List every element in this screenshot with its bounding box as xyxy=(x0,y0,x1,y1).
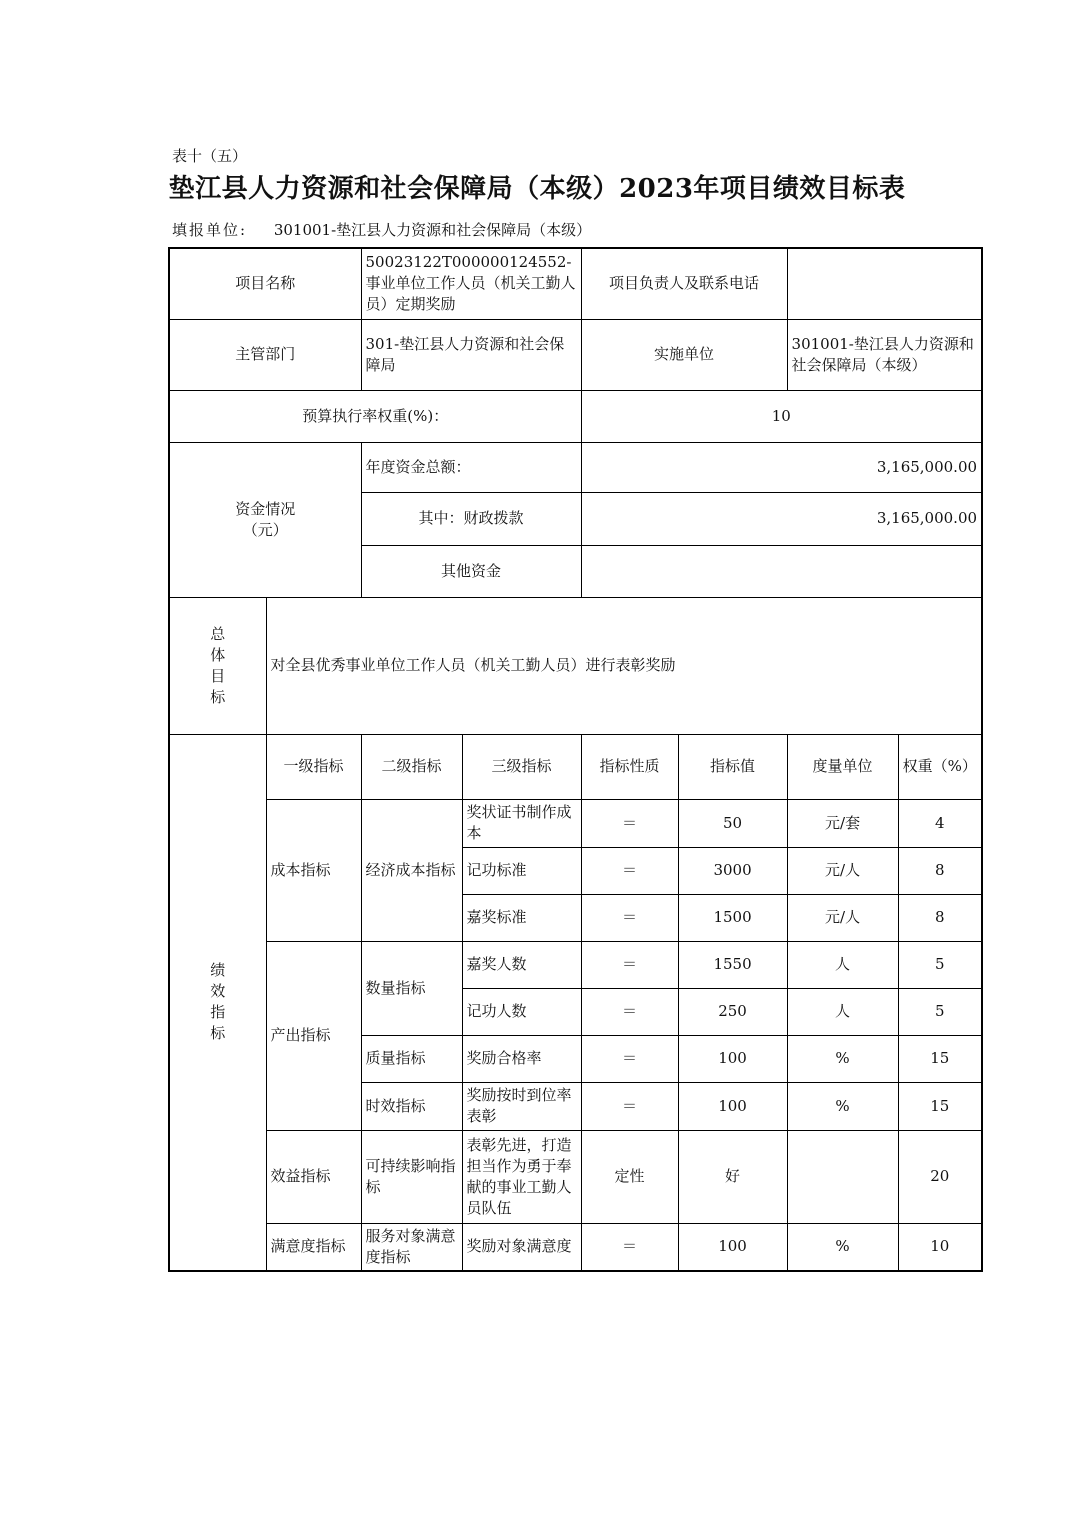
level1-satisfaction: 满意度指标 xyxy=(266,1223,361,1271)
unit-cell: % xyxy=(787,1082,898,1130)
level3-cell: 奖励合格率 xyxy=(462,1035,581,1082)
project-name-label: 项目名称 xyxy=(169,248,361,319)
goal-char: 体 xyxy=(210,645,226,664)
goal-char: 标 xyxy=(210,687,226,706)
overall-goal-label xyxy=(169,597,266,734)
value-cell: 250 xyxy=(678,988,787,1035)
project-contact-label: 项目负责人及联系电话 xyxy=(581,248,787,319)
header-nature: 指标性质 xyxy=(581,734,678,799)
nature-cell: ＝ xyxy=(581,1223,678,1271)
page-title: 垫江县人力资源和社会保障局（本级）2023年项目绩效目标表 xyxy=(168,174,906,204)
level3-cell: 嘉奖标准 xyxy=(462,894,581,941)
level2-quality: 质量指标 xyxy=(361,1035,462,1082)
header-level2: 二级指标 xyxy=(361,734,462,799)
table-number: 表十（五） xyxy=(172,147,248,165)
level3-cell: 表彰先进，打造担当作为勇于奉献的事业工勤人员队伍 xyxy=(462,1130,581,1223)
nature-cell: ＝ xyxy=(581,799,678,847)
indicator-char: 效 xyxy=(210,982,226,1000)
value-cell: 100 xyxy=(678,1035,787,1082)
nature-cell: ＝ xyxy=(581,988,678,1035)
nature-cell: ＝ xyxy=(581,941,678,988)
indicator-char: 标 xyxy=(210,1024,226,1042)
department-label: 主管部门 xyxy=(169,319,361,390)
filler-unit-label: 填报单位: xyxy=(172,221,248,239)
table-row xyxy=(169,1223,982,1271)
level2-quantity: 数量指标 xyxy=(361,941,462,1035)
weight-cell: 5 xyxy=(898,941,982,988)
header-unit: 度量单位 xyxy=(787,734,898,799)
filler-unit-value: 301001-垫江县人力资源和社会保障局（本级） xyxy=(273,221,592,239)
project-contact-value xyxy=(787,248,982,319)
level2-service-satisfaction: 服务对象满意度指标 xyxy=(361,1223,462,1271)
nature-cell: ＝ xyxy=(581,894,678,941)
value-cell: 100 xyxy=(678,1082,787,1130)
nature-cell: ＝ xyxy=(581,1035,678,1082)
header-level1: 一级指标 xyxy=(266,734,361,799)
annual-total-value: 3,165,000.00 xyxy=(581,442,982,492)
level3-cell: 嘉奖人数 xyxy=(462,941,581,988)
funds-label xyxy=(169,442,361,597)
fiscal-allocation-label: 其中：财政拨款 xyxy=(361,492,581,545)
performance-indicators-label xyxy=(169,734,266,1271)
level1-output: 产出指标 xyxy=(266,941,361,1130)
value-cell: 3000 xyxy=(678,847,787,894)
weight-cell: 4 xyxy=(898,799,982,847)
budget-rate-label: 预算执行率权重(%)： xyxy=(169,390,581,442)
weight-cell: 8 xyxy=(898,847,982,894)
indicator-char: 指 xyxy=(210,1003,226,1021)
value-cell: 1500 xyxy=(678,894,787,941)
funds-label-line1: 资金情况 xyxy=(235,499,296,518)
overall-goal-text: 对全县优秀事业单位工作人员（机关工勤人员）进行表彰奖励 xyxy=(266,597,982,734)
other-funds-value xyxy=(581,545,982,597)
performance-target-table xyxy=(168,247,983,1272)
annual-total-label: 年度资金总额： xyxy=(361,442,581,492)
level2-timeliness: 时效指标 xyxy=(361,1082,462,1130)
implementing-unit-label: 实施单位 xyxy=(581,319,787,390)
weight-cell: 8 xyxy=(898,894,982,941)
weight-cell: 15 xyxy=(898,1035,982,1082)
indicator-char: 绩 xyxy=(210,961,226,979)
unit-cell: 元/人 xyxy=(787,894,898,941)
unit-cell: 人 xyxy=(787,988,898,1035)
weight-cell: 20 xyxy=(898,1130,982,1223)
funds-label-line2: （元） xyxy=(242,520,288,539)
table-row xyxy=(169,799,982,847)
unit-cell xyxy=(787,1130,898,1223)
value-cell: 1550 xyxy=(678,941,787,988)
fiscal-allocation-value: 3,165,000.00 xyxy=(581,492,982,545)
goal-char: 目 xyxy=(210,666,226,685)
level1-benefit: 效益指标 xyxy=(266,1130,361,1223)
unit-cell: % xyxy=(787,1223,898,1271)
weight-cell: 15 xyxy=(898,1082,982,1130)
unit-cell: % xyxy=(787,1035,898,1082)
level2-economic-cost: 经济成本指标 xyxy=(361,799,462,941)
value-cell: 100 xyxy=(678,1223,787,1271)
level3-cell: 奖励按时到位率表彰 xyxy=(462,1082,581,1130)
project-name-value: 50023122T000000124552-事业单位工作人员（机关工勤人员）定期奖励 xyxy=(361,248,581,319)
implementing-unit-value: 301001-垫江县人力资源和社会保障局（本级） xyxy=(787,319,982,390)
unit-cell: 人 xyxy=(787,941,898,988)
level3-cell: 记功人数 xyxy=(462,988,581,1035)
header-level3: 三级指标 xyxy=(462,734,581,799)
header-value: 指标值 xyxy=(678,734,787,799)
unit-cell: 元/人 xyxy=(787,847,898,894)
level3-cell: 记功标准 xyxy=(462,847,581,894)
weight-cell: 5 xyxy=(898,988,982,1035)
value-cell: 好 xyxy=(678,1130,787,1223)
level1-cost: 成本指标 xyxy=(266,799,361,941)
nature-cell: 定性 xyxy=(581,1130,678,1223)
header-weight: 权重（%） xyxy=(898,734,982,799)
value-cell: 50 xyxy=(678,799,787,847)
level3-cell: 奖励对象满意度 xyxy=(462,1223,581,1271)
level3-cell: 奖状证书制作成本 xyxy=(462,799,581,847)
weight-cell: 10 xyxy=(898,1223,982,1271)
filler-unit-row xyxy=(172,219,591,240)
nature-cell: ＝ xyxy=(581,1082,678,1130)
other-funds-label: 其他资金 xyxy=(361,545,581,597)
level2-sustainable: 可持续影响指标 xyxy=(361,1130,462,1223)
budget-rate-value: 10 xyxy=(581,390,982,442)
department-value: 301-垫江县人力资源和社会保障局 xyxy=(361,319,581,390)
table-row xyxy=(169,941,982,988)
nature-cell: ＝ xyxy=(581,847,678,894)
table-row xyxy=(169,1130,982,1223)
unit-cell: 元/套 xyxy=(787,799,898,847)
goal-char: 总 xyxy=(210,624,226,643)
